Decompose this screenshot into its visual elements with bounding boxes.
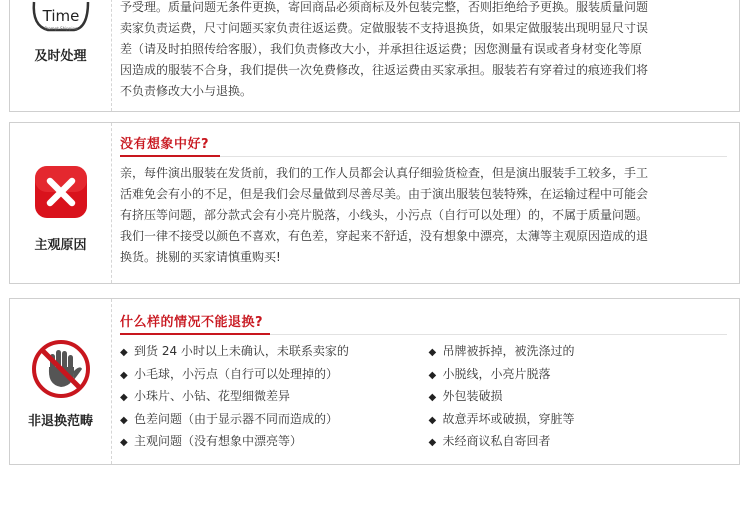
panel-content — [120, 0, 727, 102]
policy-panel-non-returnable — [9, 298, 740, 465]
bullet-diamond-icon: ◆ — [120, 414, 128, 426]
text-line: 差（请及时拍照传给客服），我们负责修改大小，并承担往返运费；因您测量有误或者身材变化等原 — [120, 42, 643, 56]
policy-panel-timely — [9, 0, 740, 112]
text-line: 不负责修改大小与退换。 — [120, 84, 253, 98]
bullet-diamond-icon: ◆ — [120, 369, 128, 381]
list-item — [120, 409, 419, 432]
panel-side — [10, 299, 112, 464]
clock-time-icon — [10, 0, 111, 38]
list-item — [429, 386, 728, 409]
list-item-text: 未经商议私自寄回者 — [442, 434, 551, 448]
section-heading: 什么样的情况不能退换? — [120, 315, 264, 330]
bullet-column-left — [120, 341, 419, 454]
list-item — [429, 409, 728, 432]
panel-side — [10, 0, 112, 111]
text-line: 予受理。质量问题无条件更换，寄回商品必须商标及外包装完整，否则拒绝给予更换。服装质量问题 — [120, 0, 649, 14]
bullet-diamond-icon: ◆ — [428, 347, 437, 358]
panel-side — [10, 123, 112, 283]
section-heading: 没有想象中好? — [120, 137, 210, 152]
list-item-text: 故意弄坏或破损，穿脏等 — [442, 411, 575, 426]
list-item-text: 主观问题（没有想象中漂亮等） — [134, 434, 303, 448]
list-item — [429, 364, 728, 387]
no-hand-icon — [10, 339, 111, 403]
bullet-diamond-icon: ◆ — [120, 392, 128, 403]
text-line: 有挤压等问题，部分款式会有小亮片脱落，小线头，小污点（自行可以处理）的，不属于质量问题。 — [120, 208, 649, 222]
x-mark-icon — [10, 165, 111, 223]
list-item-text: 到货 24 小时以上未确认，未联系卖家的 — [134, 344, 349, 358]
list-item-text: 吊牌被拆掉，被洗涤过的 — [442, 344, 575, 358]
bullet-diamond-icon: ◆ — [428, 369, 437, 381]
text-line: 活难免会有小的不足，但是我们会尽量做到尽善尽美。由于演出服装包装特殊，在运输过程中可能会 — [120, 187, 649, 201]
icon-time-text: Time — [42, 7, 79, 25]
panel-content — [120, 134, 727, 268]
icon-small-text: Prompt Shipping — [43, 26, 78, 31]
bullet-diamond-icon: ◆ — [428, 437, 437, 448]
caption-timely: 及时处理 — [34, 49, 87, 64]
list-item — [120, 341, 419, 364]
caption-subjective: 主观原因 — [34, 238, 87, 253]
bullet-columns — [120, 341, 727, 454]
list-item — [429, 431, 728, 454]
policy-panel-subjective — [9, 122, 740, 284]
list-item — [120, 431, 419, 454]
list-item-text: 小脱线，小亮片脱落 — [442, 366, 551, 381]
list-item — [429, 341, 728, 364]
bullet-diamond-icon: ◆ — [120, 347, 128, 358]
bullet-diamond-icon: ◆ — [428, 414, 437, 426]
list-item-text: 色差问题（由于显示器不同而造成的） — [134, 411, 339, 426]
list-item — [120, 364, 419, 387]
list-item-text: 小珠片、小钻、花型细微差异 — [134, 389, 291, 403]
heading-rule — [120, 156, 727, 157]
list-item-text: 小毛球，小污点（自行可以处理掉的） — [134, 366, 339, 381]
bullet-diamond-icon: ◆ — [120, 437, 128, 448]
text-line: 亲，每件演出服装在发货前，我们的工作人员都会认真仔细验货检查，但是演出服装手工较多，手工 — [120, 166, 649, 180]
text-line: 我们一律不接受以颜色不喜欢，有色差，穿起来不舒适，没有想象中漂亮，太薄等主观原因造成的退 — [120, 229, 649, 243]
text-line: 换货。挑剔的买家请慎重购买! — [120, 250, 281, 264]
caption-non-returnable: 非退换范畴 — [27, 414, 93, 429]
list-item-text: 外包装破损 — [442, 389, 503, 403]
panel-content — [120, 312, 727, 454]
bullet-diamond-icon: ◆ — [428, 392, 437, 403]
text-line: 因造成的服装不合身，我们提供一次免费修改，往返运费由买家承担。服装若有穿着过的痕迹我们将 — [120, 63, 649, 77]
bullet-column-right — [419, 341, 728, 454]
text-line: 卖家负责运费，尺寸问题买家负责往返运费。定做服装不支持退换货，如果定做服装出现明显尺寸误 — [120, 21, 649, 35]
heading-rule — [120, 334, 727, 335]
list-item — [120, 386, 419, 409]
